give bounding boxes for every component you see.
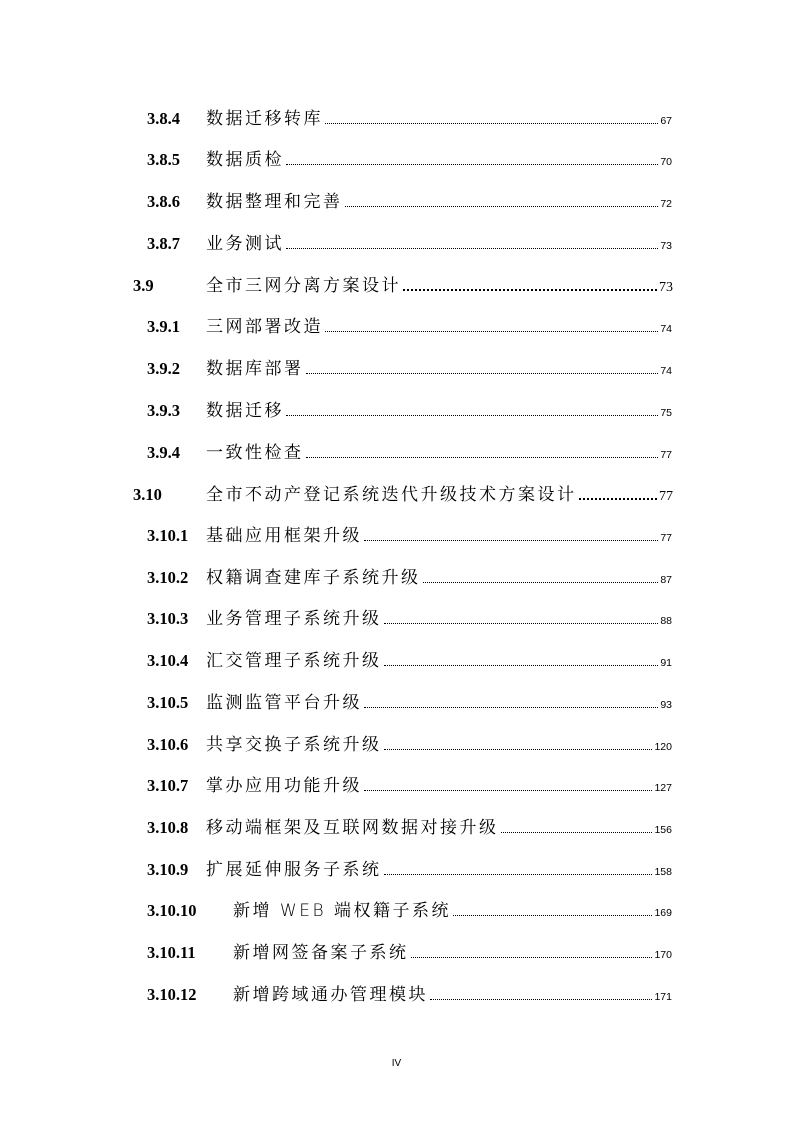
toc-entry-page: 77 bbox=[660, 449, 672, 461]
toc-entry[interactable] bbox=[147, 438, 672, 468]
toc-entry-title: 基础应用框架升级 bbox=[206, 526, 362, 546]
toc-entry-page: 70 bbox=[660, 156, 672, 168]
toc-entry[interactable] bbox=[147, 229, 672, 259]
toc-entry-page: 156 bbox=[654, 824, 672, 836]
dot-leader bbox=[306, 457, 659, 458]
toc-entry-title: 扩展延伸服务子系统 bbox=[206, 860, 382, 880]
toc-entry-title: 数据整理和完善 bbox=[206, 192, 343, 212]
toc-entry[interactable] bbox=[147, 563, 672, 593]
toc-entry-page: 158 bbox=[654, 866, 672, 878]
toc-entry-page: 77 bbox=[660, 532, 672, 544]
toc-entry-title: 新增网签备案子系统 bbox=[233, 943, 409, 963]
toc-entry-title: 新增跨域通办管理模块 bbox=[233, 985, 428, 1005]
toc-entry-page: 87 bbox=[660, 574, 672, 586]
toc-entry-page: 91 bbox=[660, 657, 672, 669]
toc-entry[interactable] bbox=[147, 730, 672, 760]
toc-entry-page: 171 bbox=[654, 991, 672, 1003]
toc-entry-title: 监测监管平台升级 bbox=[206, 693, 362, 713]
toc-entry-title: 全市不动产登记系统迭代升级技术方案设计 bbox=[206, 485, 577, 505]
dot-leader bbox=[579, 498, 658, 500]
toc-entry[interactable] bbox=[147, 396, 672, 426]
toc-entry-title: 三网部署改造 bbox=[206, 317, 323, 337]
dot-leader bbox=[384, 623, 659, 624]
toc-entry-number: 3.10.12 bbox=[147, 985, 197, 1004]
toc-entry-title: 数据质检 bbox=[206, 150, 284, 170]
toc-entry-title: 全市三网分离方案设计 bbox=[206, 276, 401, 296]
dot-leader bbox=[423, 582, 659, 583]
toc-entry[interactable] bbox=[147, 855, 672, 885]
toc-entry-number: 3.9.4 bbox=[147, 443, 180, 462]
toc-entry[interactable] bbox=[147, 104, 672, 134]
toc-entry-number: 3.9.2 bbox=[147, 359, 180, 378]
toc-entry[interactable] bbox=[147, 938, 672, 968]
toc-entry-title: 一致性检查 bbox=[206, 443, 304, 463]
toc-entry-number: 3.10.6 bbox=[147, 735, 189, 754]
toc-entry-page: 93 bbox=[660, 699, 672, 711]
toc-entry[interactable] bbox=[133, 271, 673, 301]
toc-entry[interactable] bbox=[147, 312, 672, 342]
toc-entry[interactable] bbox=[147, 604, 672, 634]
toc-entry-page: 73 bbox=[659, 280, 673, 295]
toc-entry-title: 业务管理子系统升级 bbox=[206, 609, 382, 629]
toc-entry[interactable] bbox=[147, 688, 672, 718]
toc-entry[interactable] bbox=[147, 145, 672, 175]
toc-entry-page: 169 bbox=[654, 907, 672, 919]
toc-entry-page: 77 bbox=[659, 489, 673, 504]
toc-entry-page: 75 bbox=[660, 407, 672, 419]
toc-entry-page: 73 bbox=[660, 240, 672, 252]
dot-leader bbox=[384, 874, 653, 875]
toc-entry-title: 数据迁移转库 bbox=[206, 109, 323, 129]
toc-entry-page: 67 bbox=[660, 115, 672, 127]
toc-entry-page: 74 bbox=[660, 323, 672, 335]
dot-leader bbox=[364, 540, 658, 541]
dot-leader bbox=[384, 665, 659, 666]
toc-entry[interactable] bbox=[147, 521, 672, 551]
dot-leader bbox=[306, 373, 659, 374]
toc-entry-number: 3.9 bbox=[133, 276, 154, 295]
toc-entry-number: 3.10.11 bbox=[147, 943, 196, 962]
toc-entry-number: 3.10.10 bbox=[147, 901, 197, 920]
toc-entry-number: 3.10.4 bbox=[147, 651, 189, 670]
toc-entry-title: 数据迁移 bbox=[206, 401, 284, 421]
toc-entry-number: 3.10.7 bbox=[147, 776, 189, 795]
toc-entry-number: 3.10.9 bbox=[147, 860, 189, 879]
toc-entry-title: 业务测试 bbox=[206, 234, 284, 254]
dot-leader bbox=[384, 749, 653, 750]
toc-entry-title: 移动端框架及互联网数据对接升级 bbox=[206, 818, 499, 838]
toc-entry-page: 120 bbox=[654, 741, 672, 753]
toc-entry-number: 3.10.3 bbox=[147, 609, 189, 628]
dot-leader bbox=[411, 957, 653, 958]
toc-entry-number: 3.10.5 bbox=[147, 693, 189, 712]
toc-entry-number: 3.10 bbox=[133, 485, 162, 504]
dot-leader bbox=[364, 707, 658, 708]
dot-leader bbox=[325, 123, 658, 124]
dot-leader bbox=[286, 415, 658, 416]
toc-entry-page: 127 bbox=[654, 782, 672, 794]
toc-entry[interactable] bbox=[147, 646, 672, 676]
toc-entry-page: 72 bbox=[660, 198, 672, 210]
dot-leader bbox=[364, 790, 652, 791]
toc-entry-title: 权籍调查建库子系统升级 bbox=[206, 568, 421, 588]
toc-entry[interactable] bbox=[133, 480, 673, 510]
toc-entry[interactable] bbox=[147, 896, 672, 926]
toc-entry-number: 3.10.8 bbox=[147, 818, 189, 837]
toc-entry-number: 3.8.6 bbox=[147, 192, 180, 211]
toc-entry-title: 新增 WEB 端权籍子系统 bbox=[233, 901, 451, 921]
toc-entry-page: 88 bbox=[660, 615, 672, 627]
toc-entry-number: 3.10.1 bbox=[147, 526, 189, 545]
dot-leader bbox=[286, 248, 658, 249]
page-number-footer: IV bbox=[391, 1058, 402, 1069]
toc-entry-page: 74 bbox=[660, 365, 672, 377]
toc-entry[interactable] bbox=[147, 771, 672, 801]
toc-entry-page: 170 bbox=[654, 949, 672, 961]
dot-leader bbox=[501, 832, 653, 833]
toc-entry[interactable] bbox=[147, 187, 672, 217]
dot-leader bbox=[345, 206, 659, 207]
dot-leader bbox=[403, 289, 657, 291]
toc-entry[interactable] bbox=[147, 813, 672, 843]
toc-entry[interactable] bbox=[147, 980, 672, 1010]
dot-leader bbox=[430, 999, 652, 1000]
toc-entry-number: 3.8.4 bbox=[147, 109, 180, 128]
dot-leader bbox=[286, 164, 658, 165]
dot-leader bbox=[453, 915, 652, 916]
toc-entry-number: 3.8.5 bbox=[147, 150, 180, 169]
toc-entry-number: 3.10.2 bbox=[147, 568, 189, 587]
toc-entry[interactable] bbox=[147, 354, 672, 384]
dot-leader bbox=[325, 331, 658, 332]
toc-entry-title: 汇交管理子系统升级 bbox=[206, 651, 382, 671]
toc-entry-title: 共享交换子系统升级 bbox=[206, 735, 382, 755]
toc-entry-title: 数据库部署 bbox=[206, 359, 304, 379]
toc-entry-number: 3.8.7 bbox=[147, 234, 180, 253]
toc-entry-number: 3.9.3 bbox=[147, 401, 180, 420]
toc-entry-number: 3.9.1 bbox=[147, 317, 180, 336]
toc-entry-title: 掌办应用功能升级 bbox=[206, 776, 362, 796]
